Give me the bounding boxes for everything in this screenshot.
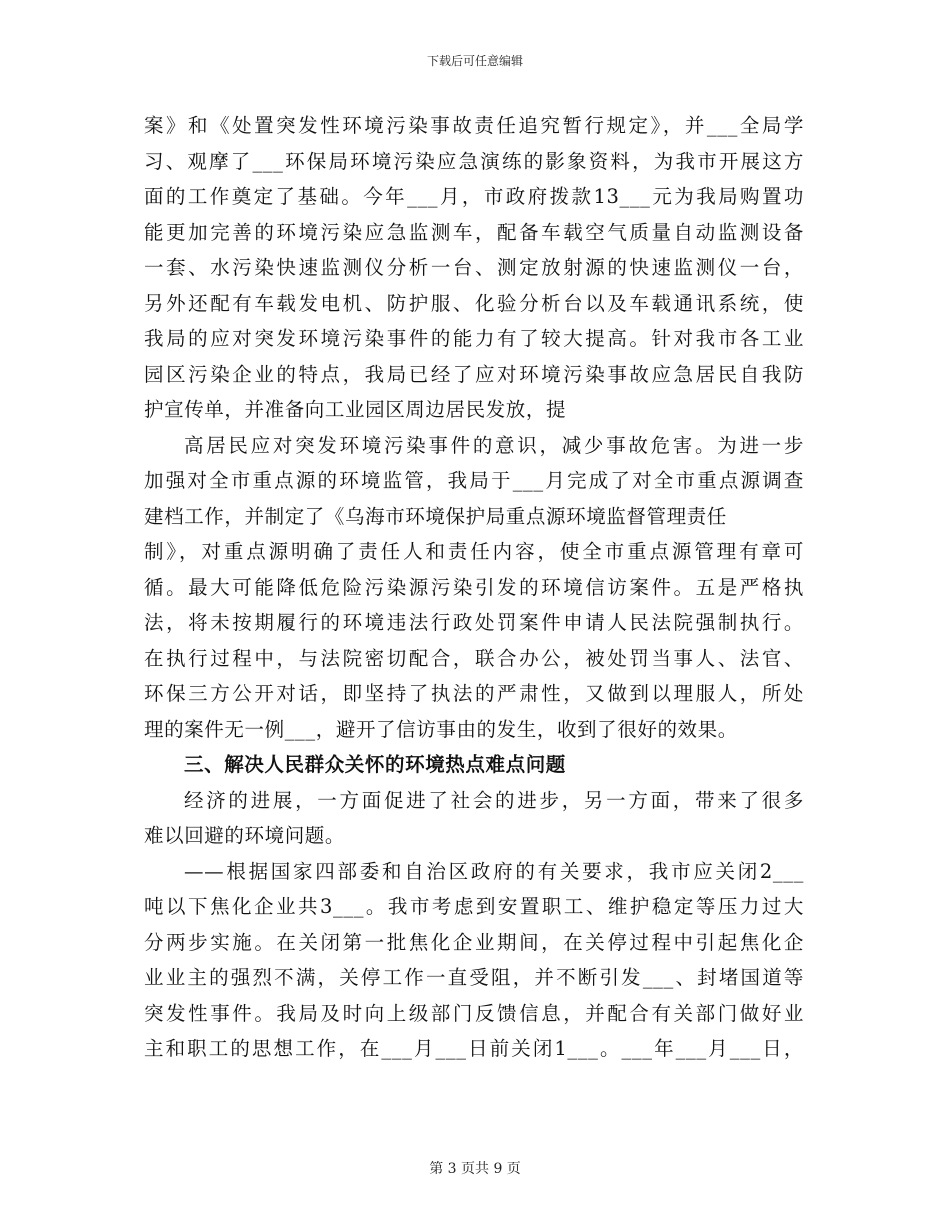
text-line: 业业主的强烈不满，关停工作一直受阻，并不断引发___、封堵国道等 <box>144 966 804 989</box>
text-line: 面的工作奠定了基础。今年___月，市政府拨款13___元为我局购置功 <box>144 185 804 208</box>
text-line: 理的案件无一例___，避开了信访事由的发生，收到了很好的效果。 <box>144 717 738 741</box>
text-line: 习、观摩了___环保局环境污染应急演练的影象资料，为我市开展这方 <box>144 149 804 173</box>
text-line: 吨以下焦化企业共3___。我市考虑到安置职工、维护稳定等压力过大 <box>144 895 804 918</box>
text-line: 在执行过程中，与法院密切配合，联合办公，被处罚当事人、法官、 <box>144 646 804 670</box>
text-line: 案》和《处置突发性环境污染事故责任追究暂行规定》，并___全局学 <box>144 114 804 137</box>
text-line: 护宣传单，并准备向工业园区周边居民发放，提 <box>144 398 567 421</box>
page-header: 下载后可任意编辑 <box>426 54 523 68</box>
text-line: 我局的应对突发环境污染事件的能力有了较大提高。针对我市各工业 <box>144 327 804 350</box>
text-line: 加强对全市重点源的环境监管，我局于___月完成了对全市重点源调查 <box>144 469 804 492</box>
text-line: 建档工作，并制定了《乌海市环境保护局重点源环境监督管理责任 <box>144 504 727 528</box>
page-footer: 第 3 页共 9 页 <box>429 1161 521 1177</box>
text-line: 循。最大可能降低危险污染源污染引发的环境信访案件。五是严格执 <box>144 575 804 599</box>
text-line: 突发性事件。我局及时向上级部门反馈信息，并配合有关部门做好业 <box>144 1001 804 1025</box>
text-line: 法，将未按期履行的环境违法行政处罚案件申请人民法院强制执行。 <box>144 611 804 634</box>
text-line: 分两步实施。在关闭第一批焦化企业期间，在关停过程中引起焦化企 <box>144 930 804 954</box>
text-line: 另外还配有车载发电机、防护服、化验分析台以及车载通讯系统，使 <box>144 291 804 315</box>
text-line: ——根据国家四部委和自治区政府的有关要求，我市应关闭2___ <box>184 859 804 883</box>
text-line: 高居民应对突发环境污染事件的意识，减少事故危害。为进一步 <box>184 433 804 457</box>
text-line: 经济的进展，一方面促进了社会的进步，另一方面，带来了很多 <box>184 788 804 812</box>
text-line: 制》，对重点源明确了责任人和责任内容，使全市重点源管理有章可 <box>144 540 804 563</box>
section-heading: 三、解决人民群众关怀的环境热点难点问题 <box>184 753 566 776</box>
text-line: 能更加完善的环境污染应急监测车，配备车载空气质量自动监测设备 <box>144 220 804 244</box>
text-line: 主和职工的思想工作，在___月___日前关闭1___。___年___月___日， <box>144 1037 804 1060</box>
text-line: 园区污染企业的特点，我局已经了应对环境污染事故应急居民自我防 <box>144 362 804 386</box>
document-body <box>144 108 804 1067</box>
text-line: 难以回避的环境问题。 <box>144 824 346 847</box>
text-line: 环保三方公开对话，即坚持了执法的严肃性，又做到以理服人，所处 <box>144 682 804 705</box>
text-line: 一套、水污染快速监测仪分析一台、测定放射源的快速监测仪一台， <box>144 256 804 279</box>
